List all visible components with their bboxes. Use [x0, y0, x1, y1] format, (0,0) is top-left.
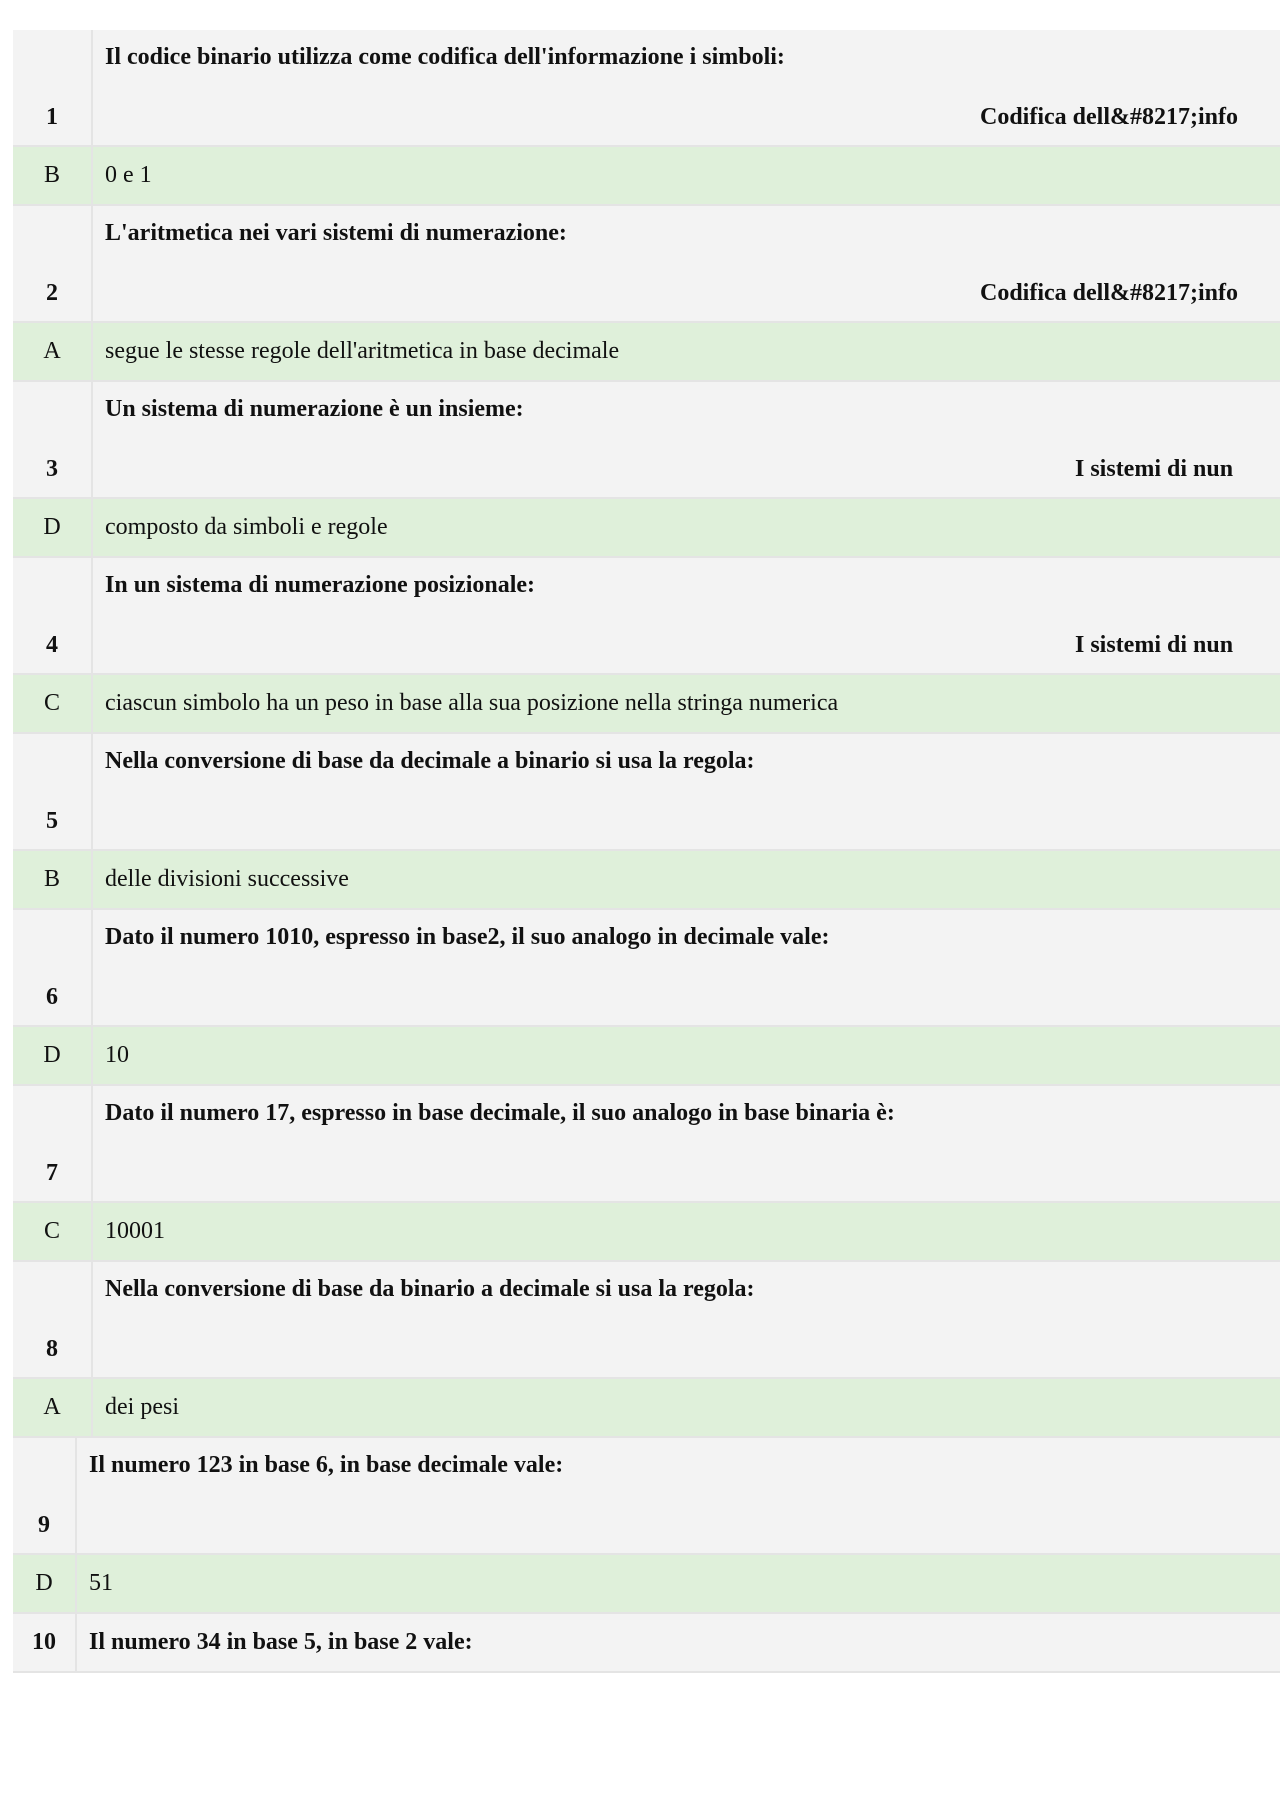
question-category: Codifica dell&#8217;info: [980, 280, 1238, 306]
answer-text: delle divisioni successive: [105, 866, 349, 892]
answer-text: 0 e 1: [105, 162, 152, 188]
answer-letter: A: [13, 1379, 93, 1436]
question-row: [13, 1086, 1280, 1203]
answer-letter: A: [13, 323, 93, 380]
answer-row: [13, 323, 1280, 382]
answer-row: [13, 1555, 1280, 1614]
answer-text: dei pesi: [105, 1394, 179, 1420]
question-number: 1: [13, 30, 93, 145]
question-cell: [93, 382, 1280, 497]
question-text: Nella conversione di base da binario a decimale si usa la regola:: [105, 1276, 755, 1302]
answer-row: [13, 147, 1280, 206]
answer-text: 51: [89, 1570, 113, 1596]
question-text: Il numero 123 in base 6, in base decimale vale:: [89, 1452, 564, 1478]
question-cell: [93, 206, 1280, 321]
question-text: Un sistema di numerazione è un insieme:: [105, 396, 524, 422]
question-cell: [93, 910, 1280, 1025]
question-row: [13, 734, 1280, 851]
answer-text: composto da simboli e regole: [105, 514, 388, 540]
answer-text: 10: [105, 1042, 129, 1068]
question-number: 8: [13, 1262, 93, 1377]
question-category: Codifica dell&#8217;info: [980, 104, 1238, 130]
question-category: I sistemi di nun: [1075, 456, 1234, 482]
answer-letter: C: [13, 1203, 93, 1260]
answer-row: [13, 851, 1280, 910]
quiz-table: [13, 30, 1280, 1673]
answer-letter: D: [13, 1027, 93, 1084]
question-row: [13, 910, 1280, 1027]
question-number: 6: [13, 910, 93, 1025]
question-cell: [93, 734, 1280, 849]
question-number: 4: [13, 558, 93, 673]
question-cell: [93, 1262, 1280, 1377]
answer-row: [13, 499, 1280, 558]
question-row: [13, 558, 1280, 675]
question-text: In un sistema di numerazione posizionale:: [105, 572, 536, 598]
question-text: L'aritmetica nei vari sistemi di numerazione:: [105, 220, 567, 246]
question-cell: [93, 30, 1280, 145]
question-cell: [93, 1086, 1280, 1201]
question-row: [13, 206, 1280, 323]
answer-letter: D: [13, 1555, 77, 1612]
question-row: [13, 1438, 1280, 1555]
question-text: Il numero 34 in base 5, in base 2 vale:: [89, 1629, 473, 1655]
answer-row: [13, 1203, 1280, 1262]
question-number: 3: [13, 382, 93, 497]
answer-letter: C: [13, 675, 93, 732]
question-text: Dato il numero 17, espresso in base decimale, il suo analogo in base binaria è:: [105, 1100, 895, 1126]
question-category: I sistemi di nun: [1075, 632, 1234, 658]
question-number: 10: [13, 1614, 77, 1671]
question-cell: [93, 558, 1280, 673]
answer-letter: B: [13, 147, 93, 204]
answer-row: [13, 675, 1280, 734]
answer-letter: D: [13, 499, 93, 556]
answer-text: 10001: [105, 1218, 165, 1244]
question-number: 2: [13, 206, 93, 321]
answer-text: segue le stesse regole dell'aritmetica in base decimale: [105, 338, 620, 364]
question-number: 5: [13, 734, 93, 849]
question-number: 7: [13, 1086, 93, 1201]
question-number: 9: [13, 1438, 77, 1553]
question-text: Dato il numero 1010, espresso in base2, il suo analogo in decimale vale:: [105, 924, 830, 950]
answer-text: ciascun simbolo ha un peso in base alla sua posizione nella stringa numerica: [105, 690, 839, 716]
answer-row: [13, 1379, 1280, 1438]
answer-letter: B: [13, 851, 93, 908]
question-cell: [77, 1438, 1280, 1553]
question-text: Il codice binario utilizza come codifica dell'informazione i simboli:: [105, 44, 785, 70]
question-row: [13, 1262, 1280, 1379]
question-row: [13, 30, 1280, 147]
question-row: [13, 382, 1280, 499]
question-text: Nella conversione di base da decimale a binario si usa la regola:: [105, 748, 755, 774]
answer-row: [13, 1027, 1280, 1086]
question-row: [13, 1614, 1280, 1673]
